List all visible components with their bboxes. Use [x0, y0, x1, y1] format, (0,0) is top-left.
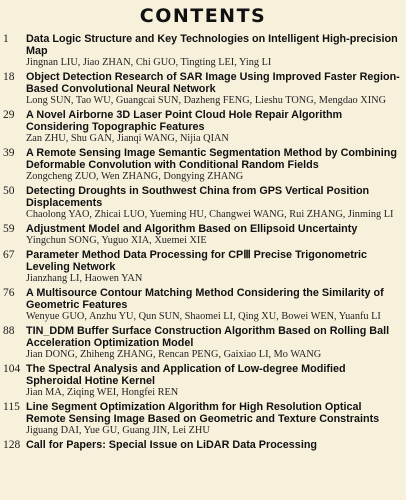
entry-page-number: 50	[3, 185, 15, 197]
entry-page-number: 128	[3, 438, 21, 451]
toc-entry[interactable]	[0, 185, 406, 221]
entry-title[interactable]: Data Logic Structure and Key Technologies on Intelligent High-precision Map	[26, 33, 398, 58]
entry-title[interactable]: Call for Papers: Special Issue on LiDAR Data Processing	[26, 438, 318, 451]
entry-page-number: 1	[3, 33, 9, 45]
entry-title[interactable]: Parameter Method Data Processing for CPⅢ Precise Trigonometric Leveling Network	[26, 248, 368, 273]
entry-page-number: 88	[3, 324, 15, 337]
entry-authors: Zongcheng ZUO, Wen ZHANG, Dongying ZHANG	[26, 171, 244, 183]
entry-authors: Yingchun SONG, Yuguo XIA, Xuemei XIE	[26, 235, 207, 247]
toc-entry[interactable]	[0, 287, 406, 323]
toc-entry[interactable]	[0, 71, 406, 107]
entry-page-number: 18	[3, 71, 15, 83]
entry-title[interactable]: Line Segment Optimization Algorithm for High Resolution Optical Remote Sensing Image Based on Geometric and Texture Constraints	[26, 400, 380, 425]
entry-authors: Jianzhang LI, Haowen YAN	[26, 273, 143, 285]
entry-authors: Jingnan LIU, Jiao ZHAN, Chi GUO, Tingting LEI, Ying LI	[26, 57, 272, 69]
toc-entry[interactable]	[0, 109, 406, 145]
entry-authors: Jiguang DAI, Yue GU, Guang JIN, Lei ZHU	[26, 425, 210, 437]
toc-entry[interactable]	[0, 223, 406, 247]
entry-title[interactable]: Detecting Droughts in Southwest China from GPS Vertical Position Displacements	[26, 185, 370, 210]
entry-page-number: 29	[3, 109, 15, 121]
entry-page-number: 67	[3, 248, 15, 261]
entry-title[interactable]: A Remote Sensing Image Semantic Segmentation Method by Combining Deformable Convolution with Conditional Random Fields	[26, 147, 397, 172]
toc-entry[interactable]	[0, 363, 406, 399]
entry-authors: Wenyue GUO, Anzhu YU, Qun SUN, Shaomei LI, Qing XU, Bowei WEN, Yuanfu LI	[26, 311, 381, 323]
entry-authors: Jian MA, Ziqing WEI, Hongfei REN	[26, 387, 179, 399]
toc-entry[interactable]	[0, 249, 406, 285]
toc-entry[interactable]	[0, 401, 406, 437]
entry-title[interactable]: Adjustment Model and Algorithm Based on Ellipsoid Uncertainty	[26, 223, 358, 235]
entry-authors: Chaolong YAO, Zhicai LUO, Yueming HU, Changwei WANG, Rui ZHANG, Jinming LI	[26, 209, 394, 221]
entry-page-number: 115	[3, 400, 20, 413]
entry-page-number: 39	[3, 147, 15, 159]
entry-page-number: 59	[3, 223, 15, 235]
entry-authors: Long SUN, Tao WU, Guangcai SUN, Dazheng FENG, Lieshu TONG, Mengdao XING	[26, 95, 387, 107]
toc-entry[interactable]	[0, 33, 406, 69]
entry-title[interactable]: Object Detection Research of SAR Image Using Improved Faster Region-Based Convolutional Neural Network	[26, 71, 400, 96]
toc-entry[interactable]	[0, 147, 406, 183]
toc-entry[interactable]	[0, 325, 406, 361]
page-title: CONTENTS	[139, 5, 267, 27]
entry-page-number: 104	[3, 362, 21, 375]
entry-title[interactable]: A Novel Airborne 3D Laser Point Cloud Hole Repair Algorithm Considering Topographic Features	[26, 109, 343, 134]
entry-title[interactable]: The Spectral Analysis and Application of Low-degree Modified Spheroidal Hotine Kernel	[26, 362, 346, 387]
contents-list	[0, 33, 406, 453]
entry-title[interactable]: A Multisource Contour Matching Method Considering the Similarity of Geometric Features	[26, 286, 384, 311]
entry-page-number: 76	[3, 286, 15, 299]
entry-title[interactable]: TIN_DDM Buffer Surface Construction Algorithm Based on Rolling Ball Acceleration Optimization Model	[26, 324, 390, 349]
entry-authors: Jian DONG, Zhiheng ZHANG, Rencan PENG, Gaixiao LI, Mo WANG	[26, 349, 322, 361]
toc-entry[interactable]	[0, 439, 406, 451]
entry-authors: Zan ZHU, Shu GAN, Jianqi WANG, Nijia QIAN	[26, 133, 229, 145]
